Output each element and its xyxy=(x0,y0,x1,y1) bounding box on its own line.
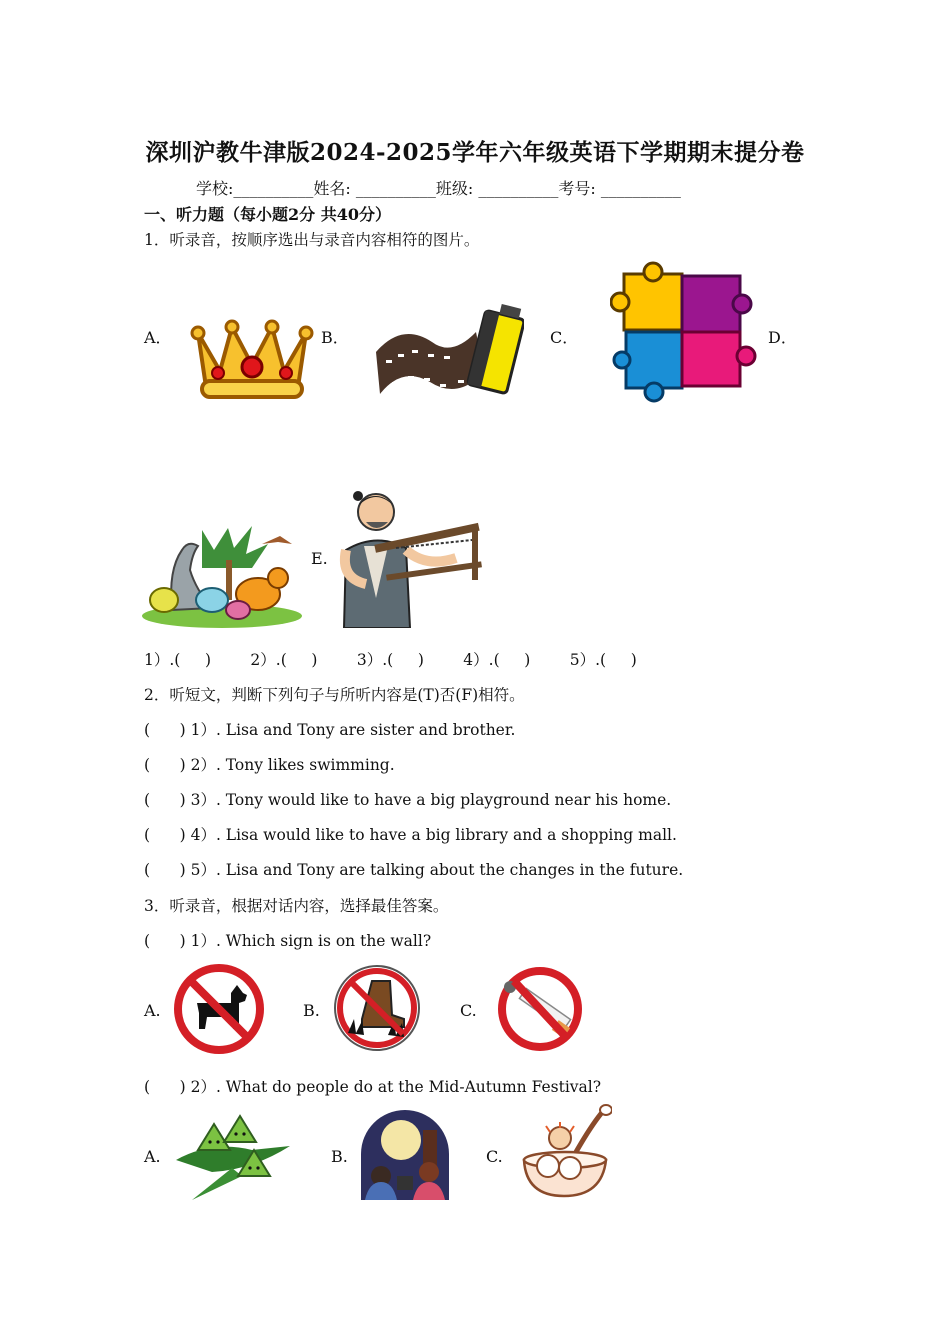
q2-item: ( ) 4）. Lisa would like to have a big library and a shopping mall. xyxy=(144,826,677,844)
q1-option-d-label: D． xyxy=(768,328,797,347)
q3-sub2-option-c-label: C. xyxy=(486,1147,503,1166)
q1-option-a-label: A． xyxy=(144,328,172,347)
crown-icon xyxy=(188,315,316,403)
puzzle-icon xyxy=(610,258,760,404)
no-dogs-sign-icon xyxy=(173,963,265,1055)
q2-item: ( ) 1）. Lisa and Tony are sister and brother. xyxy=(144,721,516,739)
q3-sub2-option-a-label: A. xyxy=(144,1147,161,1166)
page-title: 深圳沪教牛津版2024-2025学年六年级英语下学期期末提分卷 xyxy=(145,139,805,166)
q3-sub1-option-b-label: B. xyxy=(303,1001,320,1020)
film-roll-icon xyxy=(372,302,524,402)
section-listening-heading: 一、听力题（每小题2分 共40分） xyxy=(144,205,391,224)
man-saw-icon xyxy=(336,488,486,628)
q2-stem: 2．听短文，判断下列句子与所听内容是(T)否(F)相符。 xyxy=(144,686,525,704)
q1-option-c-label: C． xyxy=(550,328,579,347)
q2-item: ( ) 5）. Lisa and Tony are talking about the changes in the future. xyxy=(144,861,684,879)
q1-option-e-label: E. xyxy=(311,549,328,568)
q1-answer-blanks: 1）.( ) 2）.( ) 3）.( ) 4）.( ) 5）.( ) xyxy=(144,651,637,669)
q1-stem: 1．听录音，按顺序选出与录音内容相符的图片。 xyxy=(144,231,480,249)
q3-sub2-option-b-label: B. xyxy=(331,1147,348,1166)
moon-viewing-icon xyxy=(361,1110,449,1200)
q3-sub1-option-a-label: A. xyxy=(144,1001,161,1020)
no-trampling-sign-icon xyxy=(332,963,422,1053)
q2-item: ( ) 2）. Tony likes swimming. xyxy=(144,756,395,774)
q3-sub1-text: ( ) 1）. Which sign is on the wall? xyxy=(144,932,432,950)
tangyuan-icon xyxy=(520,1104,612,1200)
q1-option-b-label: B． xyxy=(321,328,349,347)
no-smoking-sign-icon xyxy=(496,963,588,1055)
dinosaurs-icon xyxy=(142,520,304,630)
q3-sub2-text: ( ) 2）. What do people do at the Mid-Autumn Festival? xyxy=(144,1078,602,1096)
student-info-line: 学校:__________姓名: __________班级: __________考号: __________ xyxy=(196,179,681,198)
q2-item: ( ) 3）. Tony would like to have a big playground near his home. xyxy=(144,791,672,809)
q3-stem: 3．听录音，根据对话内容，选择最佳答案。 xyxy=(144,897,449,915)
q3-sub1-option-c-label: C. xyxy=(460,1001,477,1020)
zongzi-icon xyxy=(172,1110,294,1202)
